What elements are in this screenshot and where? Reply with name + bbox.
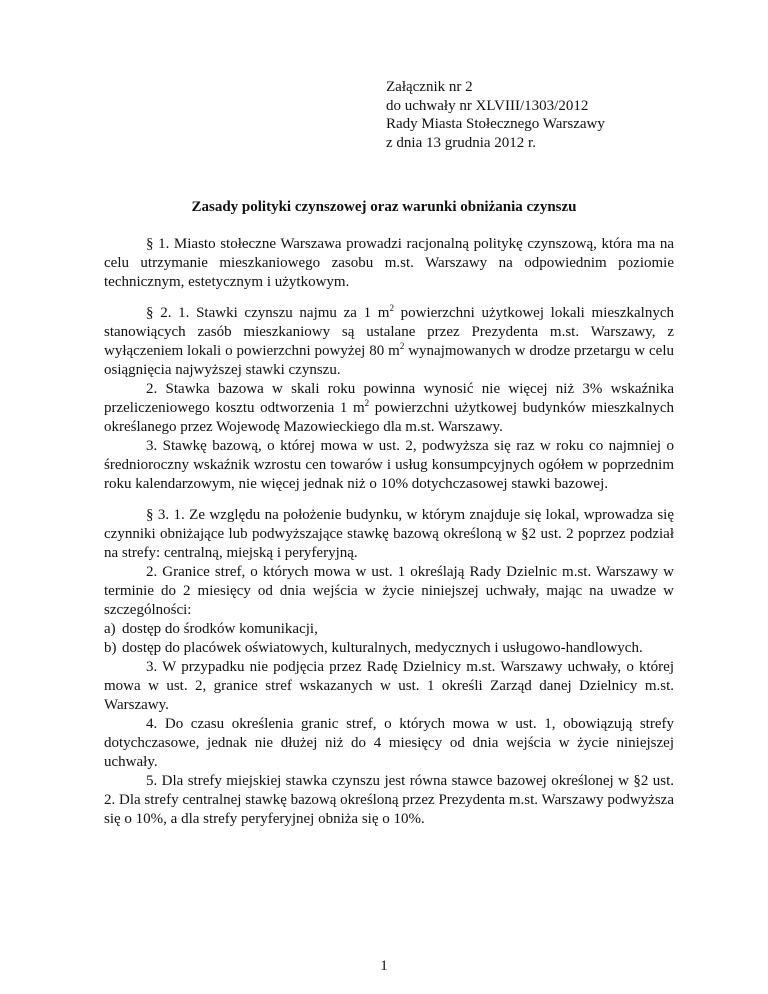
section-3-paragraph-3: 3. W przypadku nie podjęcia przez Radę Dzielnicy m.st. Warszawy uchwały, o której mowa w ust. 2, granice stref wskazanych w ust. 1 określi Zarząd danej Dzielnicy m.st. Warszawy. xyxy=(104,659,674,713)
list-item-text: dostęp do placówek oświatowych, kulturalnych, medycznych i usługowo-handlowych. xyxy=(122,640,643,656)
text-span: § 2. 1. Stawki czynszu najmu za 1 m xyxy=(146,305,390,321)
header-line-resolution: do uchwały nr XLVIII/1303/2012 xyxy=(386,97,589,114)
section-3-paragraph-1: § 3. 1. Ze względu na położenie budynku, w którym znajduje się lokal, wprowadza się czynniki obniżające lub podwyższające stawkę bazową określoną w §2 ust. 2 poprzez podział na strefy: centralną, miejską i peryferyjną. xyxy=(104,507,674,561)
header-line-council: Rady Miasta Stołecznego Warszawy xyxy=(386,116,605,132)
superscript: 2 xyxy=(389,303,394,313)
list-item-a xyxy=(104,620,674,639)
document-body xyxy=(104,235,674,829)
section-3-paragraph-2: 2. Granice stref, o których mowa w ust. 1 określają Rady Dzielnic m.st. Warszawy w terminie do 2 miesięcy od dnia wejścia w życie niniejszej uchwały, mając na uwadze w szczególności: xyxy=(104,564,674,618)
list-marker: a) xyxy=(104,621,116,637)
text-span: powierzchni użytkowej budynków mieszkalnych określanego przez Wojewodę Mazowieckiego dla m.st. Warszawy. xyxy=(104,400,674,435)
section-3-paragraph-4: 4. Do czasu określenia granic stref, o których mowa w ust. 1, obowiązują strefy dotychczasowe, jednak nie dłużej niż do 4 miesięcy od dnia wejścia w życie niniejszej uchwały. xyxy=(104,716,674,770)
list-item-text: dostęp do środków komunikacji, xyxy=(122,621,318,637)
text-span: wynajmowanych w drodze przetargu w celu osiągnięcia najwyższej stawki czynszu. xyxy=(104,343,675,378)
page-number: 1 xyxy=(380,958,388,974)
section-2-paragraph-3: 3. Stawkę bazową, o której mowa w ust. 2, podwyższa się raz w roku co najmniej o średnioroczny wskaźnik wzrostu cen towarów i usług konsumpcyjnych ogółem w poprzednim roku kalendarzowym, nie więcej jednak niż o 10% dotychczasowej stawki bazowej. xyxy=(104,438,674,492)
superscript: 2 xyxy=(399,341,405,351)
section-1: § 1. Miasto stołeczne Warszawa prowadzi racjonalną politykę czynszową, która ma na celu utrzymanie mieszkaniowego zasobu m.st. Warszawy na odpowiednim poziomie technicznym, estetycznym i użytkowym. xyxy=(104,236,674,290)
section-2-paragraph-1 xyxy=(104,304,674,380)
list-item-b xyxy=(104,639,674,658)
section-3-paragraph-5: 5. Dla strefy miejskiej stawka czynszu jest równa stawce bazowej określonej w §2 ust. 2. Dla strefy centralnej stawkę bazową określoną przez Prezydenta m.st. Warszawy podwyższa się o 10%, a dla strefy peryferyjnej obniża się o 10%. xyxy=(104,773,674,827)
text-span: 2. Stawka bazowa w skali roku powinna wynosić nie więcej niż 3% wskaźnika przeliczeniowego kosztu odtworzenia 1 m xyxy=(104,381,674,416)
section-2-paragraph-2 xyxy=(104,380,674,437)
document-title: Zasady polityki czynszowej oraz warunki obniżania czynszu xyxy=(191,199,577,215)
attachment-header xyxy=(386,78,605,152)
list-marker: b) xyxy=(104,640,117,656)
header-line-date: z dnia 13 grudnia 2012 r. xyxy=(386,134,536,151)
header-line-attachment: Załącznik nr 2 xyxy=(386,79,473,95)
text-span: powierzchni użytkowej lokali mieszkalnych stanowiących zasób mieszkaniowy są ustalane przez Prezydenta m.st. Warszawy, z wyłączeniem lokali o powierzchni powyżej 80 m xyxy=(104,305,674,359)
superscript: 2 xyxy=(364,398,370,408)
